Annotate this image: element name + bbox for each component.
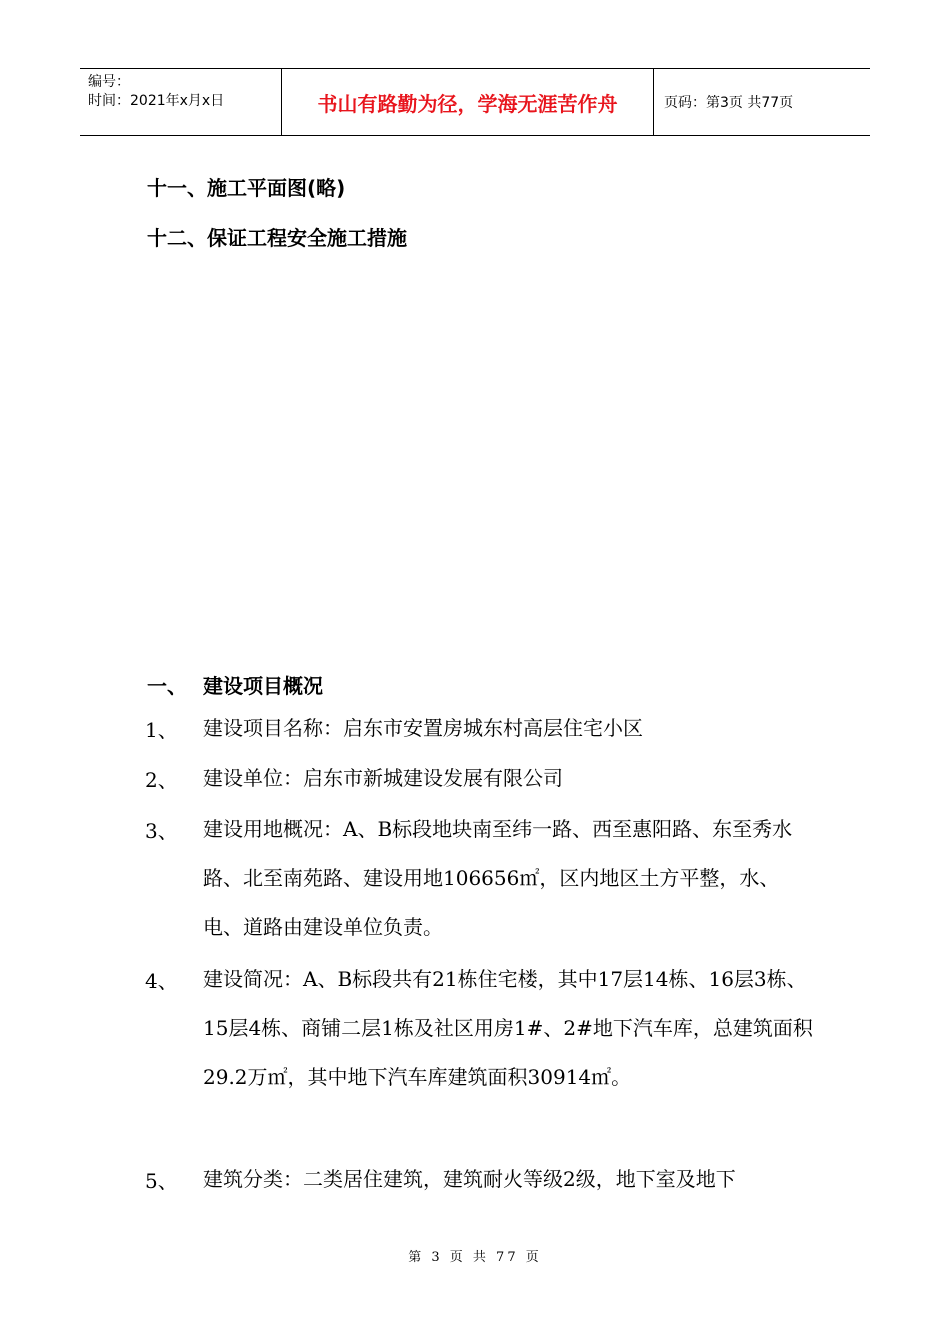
heading-12: 十二、保证工程安全施工措施	[147, 226, 407, 250]
number-label: 编号：	[88, 74, 130, 90]
list-item-number: 3、	[145, 819, 178, 843]
page-header	[80, 68, 870, 136]
list-item	[145, 805, 815, 952]
section-1-heading	[147, 670, 447, 699]
list-item-number: 4、	[145, 969, 178, 993]
list-item-text: 建设项目名称：启东市安置房城东村高层住宅小区	[203, 716, 643, 740]
list-item	[145, 955, 815, 1102]
time-label: 时间：2021年x月x日	[88, 93, 225, 109]
section-1-title: 建设项目概况	[203, 674, 323, 698]
list-item-number: 1、	[145, 718, 178, 742]
heading-11: 十一、施工平面图(略)	[147, 176, 346, 200]
header-motto: 书山有路勤为径，学海无涯苦作舟	[282, 69, 654, 135]
header-meta	[80, 69, 282, 135]
header-page-info: 页码：第3页 共77页	[664, 95, 794, 111]
list-item-text: 建筑分类：二类居住建筑，建筑耐火等级2级，地下室及地下	[203, 1167, 736, 1191]
list-item-text: 建设简况：A、B标段共有21栋住宅楼，其中17层14栋、16层3栋、15层4栋、商铺二层1栋及社区用房1#、2#地下汽车库，总建筑面积29.2万㎡，其中地下汽车库建筑面积30914㎡。	[203, 967, 813, 1089]
page-footer: 第 3 页 共 77 页	[408, 1250, 542, 1265]
section-1-number: 一、	[147, 674, 187, 698]
list-item	[145, 704, 815, 753]
list-item-text: 建设单位：启东市新城建设发展有限公司	[203, 766, 563, 790]
list-item-number: 2、	[145, 768, 178, 792]
list-item-number: 5、	[145, 1169, 178, 1193]
list-item	[145, 1155, 815, 1204]
list-item	[145, 754, 815, 803]
list-item-text: 建设用地概况：A、B标段地块南至纬一路、西至惠阳路、东至秀水路、北至南苑路、建设用地106656㎡，区内地区土方平整，水、电、道路由建设单位负责。	[203, 817, 793, 939]
